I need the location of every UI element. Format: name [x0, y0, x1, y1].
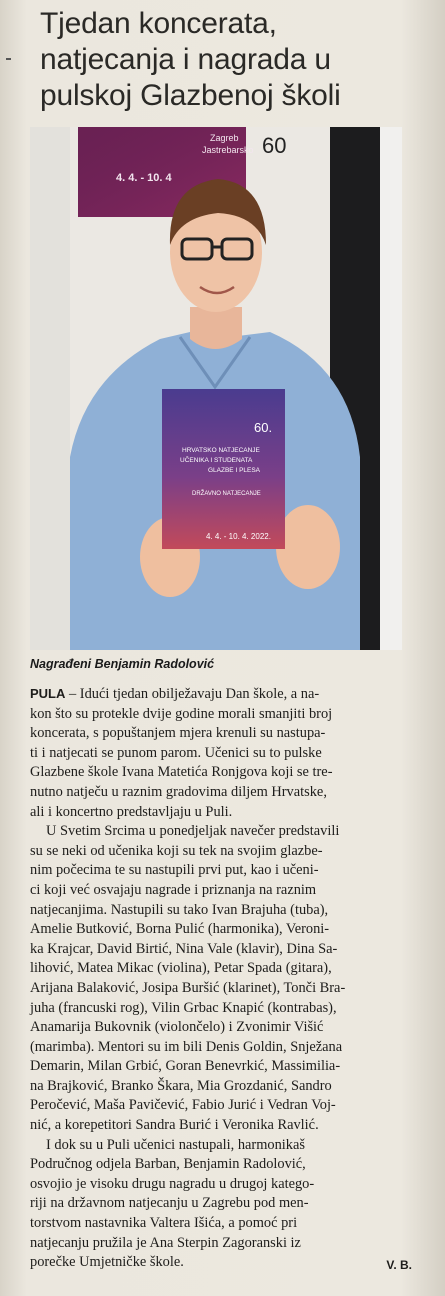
body-line: natjecanjima. Nastupili su tako Ivan Brajuha (tuba), [30, 901, 329, 918]
book-title-2: UČENIKA I STUDENATA [180, 457, 253, 464]
photo-caption: Nagrađeni Benjamin Radolović [30, 657, 215, 671]
body-line: Područnog odjela Barban, Benjamin Radolović, [30, 1156, 306, 1173]
body-line: ti i natjecati se punom parom. Učenici su to pulske [30, 744, 322, 761]
body-line: porečke Umjetničke škole. [30, 1254, 184, 1271]
body-line: juha (francuski rog), Vilin Grbac Knapić (kontrabas), [30, 999, 337, 1016]
headline-line-1: Tjedan koncerata, [40, 7, 277, 40]
poster-dates: 4. 4. - 10. 4 [116, 172, 172, 184]
body-line: I dok su u Puli učenici nastupali, harmonikaš [46, 1136, 305, 1153]
dateline: PULA [30, 686, 66, 701]
body-line: Arijana Balaković, Josipa Buršić (klarinet), Tonči Bra- [30, 979, 346, 996]
book-number: 60. [254, 420, 273, 435]
body-line: ci koji već osvajaju nagrade i priznanja na raznim [30, 881, 317, 898]
competition-booklet [162, 389, 285, 549]
body-line: na Brajković, Branko Škara, Mia Grozdanić, Sandro [30, 1077, 332, 1094]
body-line: torstvom nastavnika Valtera Išića, a pomoć pri [30, 1215, 298, 1232]
photo-illustration [30, 127, 402, 650]
article-headline [40, 6, 435, 114]
body-line: nutno natječu u raznim gradovima diljem Hrvatske, [30, 783, 327, 800]
poster-number: 60 [262, 133, 287, 158]
book-dates: 4. 4. - 10. 4. 2022. [206, 532, 271, 541]
author-signature: V. B. [386, 1258, 412, 1272]
body-line: PULA – Idući tjedan obilježavaju Dan škole, a na- [30, 686, 320, 702]
headline-line-3: pulskoj Glazbenoj školi [40, 79, 341, 112]
body-line: Anamarija Bukovnik (violončelo) i Zvonimir Višić [30, 1019, 324, 1036]
headline-line-2: natjecanja i nagrada u [40, 43, 331, 76]
body-line: kon što su protekle dvije godine morali smanjiti broj [30, 705, 333, 722]
book-subtitle: DRŽAVNO NATJECANJE [192, 491, 261, 497]
article-body [30, 684, 412, 1273]
body-line: Amelie Butković, Borna Pulić (harmonika), Veroni- [30, 921, 330, 938]
body-line: su se neki od učenika koji su tek na svojim glazbe- [30, 842, 323, 859]
body-line: Glazbene škole Ivana Matetića Ronjgova koji se tre- [30, 764, 333, 781]
body-line: nim počecima te su nastupili prvi put, kao i učeni- [30, 862, 319, 879]
body-line: nić, a korepetitori Sandra Burić i Veronika Ravlić. [30, 1117, 319, 1134]
margin-mark [6, 58, 11, 60]
body-line: koncerata, s popuštanjem mjera krenuli su nastupa- [30, 725, 326, 742]
body-line: riji na državnom natjecanju u Zagrebu pod men- [30, 1195, 309, 1212]
body-line: natjecanju pružila je Ana Sterpin Zagoranski iz [30, 1234, 301, 1251]
poster-city-1: Zagreb [210, 133, 239, 143]
body-line: U Svetim Srcima u ponedjeljak navečer predstavili [46, 823, 340, 840]
body-line: ka Krajcar, David Birtić, Nina Vale (klavir), Dina Sa- [30, 940, 338, 957]
body-line: ali i koncertno predstavljaju u Puli. [30, 803, 233, 820]
book-title-3: GLAZBE I PLESA [208, 467, 261, 474]
body-line: Demarin, Milan Grbić, Goran Benevrkić, Massimilia- [30, 1058, 341, 1075]
article-photo [30, 127, 402, 650]
body-line: osvojio je visoku drugu nagradu u drugoj katego- [30, 1175, 315, 1192]
book-title-1: HRVATSKO NATJECANJE [182, 447, 260, 454]
body-line: (marimba). Mentori su im bili Denis Goldin, Snježana [30, 1038, 343, 1055]
poster-city-2: Jastrebarsko [202, 145, 254, 155]
body-line: lihović, Matea Mikac (violina), Petar Spada (gitara), [30, 960, 332, 977]
body-line: Peročević, Maša Pavičević, Fabio Jurić i Vedran Voj- [30, 1097, 336, 1114]
